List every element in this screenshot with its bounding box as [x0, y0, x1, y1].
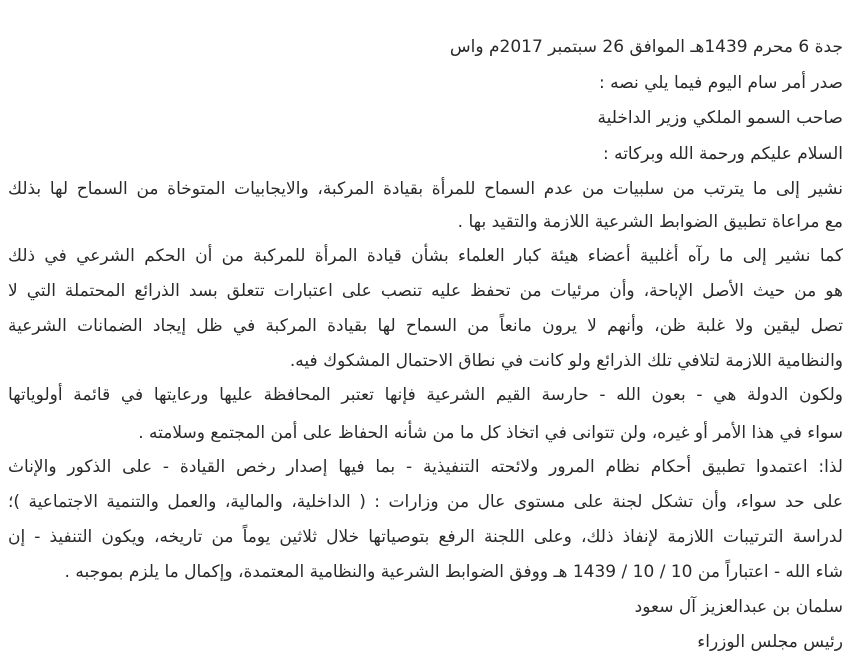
paragraph-line: هو من حيث الأصل الإباحة، وأن مرئيات من تحفظ عليه تنصب على اعتبارات تتعلق بسد الذرائع المحتملة التي لا: [8, 281, 843, 301]
paragraph-line: شاء الله - اعتباراً من 10 / 10 / 1439 هـ ووفق الضوابط الشرعية والنظامية المعتمدة، وإكمال ما يلزم بموجبه .: [64, 562, 843, 582]
intro-line: صدر أمر سام اليوم فيما يلي نصه :: [598, 73, 843, 93]
addressee-line: صاحب السمو الملكي وزير الداخلية: [597, 108, 843, 128]
greeting-line: السلام عليكم ورحمة الله وبركاته :: [602, 144, 843, 164]
paragraph-line: لذا: اعتمدوا تطبيق أحكام نظام المرور ولائحته التنفيذية - بما فيها إصدار رخص القيادة - على الذكور والإناث: [8, 457, 843, 477]
signatory-title: رئيس مجلس الوزراء: [697, 632, 843, 652]
paragraph-line: نشير إلى ما يترتب من سلبيات من عدم السماح للمرأة بقيادة المركبة، والايجابيات المتوخاة من السماح لها بذلك: [8, 179, 843, 199]
dateline: جدة 6 محرم 1439هـ الموافق 26 سبتمبر 2017م واس: [449, 37, 843, 57]
paragraph-line: على حد سواء، وأن تشكل لجنة على مستوى عال من وزارات : ( الداخلية، والمالية، والعمل والتنمية الاجتماعية )؛: [8, 492, 843, 512]
paragraph-line: ولكون الدولة هي - بعون الله - حارسة القيم الشرعية فإنها تعتبر المحافظة عليها ورعايتها في قائمة أولوياتها: [8, 385, 843, 405]
paragraph-line: لدراسة الترتيبات اللازمة لإنفاذ ذلك، وعلى اللجنة الرفع بتوصياتها خلال ثلاثين يوماً من تاريخه، ويكون التنفيذ - إن: [8, 527, 843, 547]
signatory-name: سلمان بن عبدالعزيز آل سعود: [634, 597, 843, 617]
paragraph-line: مع مراعاة تطبيق الضوابط الشرعية اللازمة والتقيد بها .: [457, 212, 843, 232]
paragraph-line: والنظامية اللازمة لتلافي تلك الذرائع ولو كانت في نطاق الاحتمال المشكوك فيه.: [289, 351, 843, 371]
paragraph-line: كما نشير إلى ما رآه أغلبية أعضاء هيئة كبار العلماء بشأن قيادة المرأة للمركبة من أن الحكم الشرعي في ذلك: [8, 246, 843, 266]
paragraph-line: تصل ليقين ولا غلبة ظن، وأنهم لا يرون مانعاً من السماح لها بقيادة المركبة في ظل إيجاد الضمانات الشرعية: [8, 316, 843, 336]
paragraph-line: سواء في هذا الأمر أو غيره، ولن تتوانى في اتخاذ كل ما من شأنه الحفاظ على أمن المجتمع وسلامته .: [138, 423, 843, 443]
